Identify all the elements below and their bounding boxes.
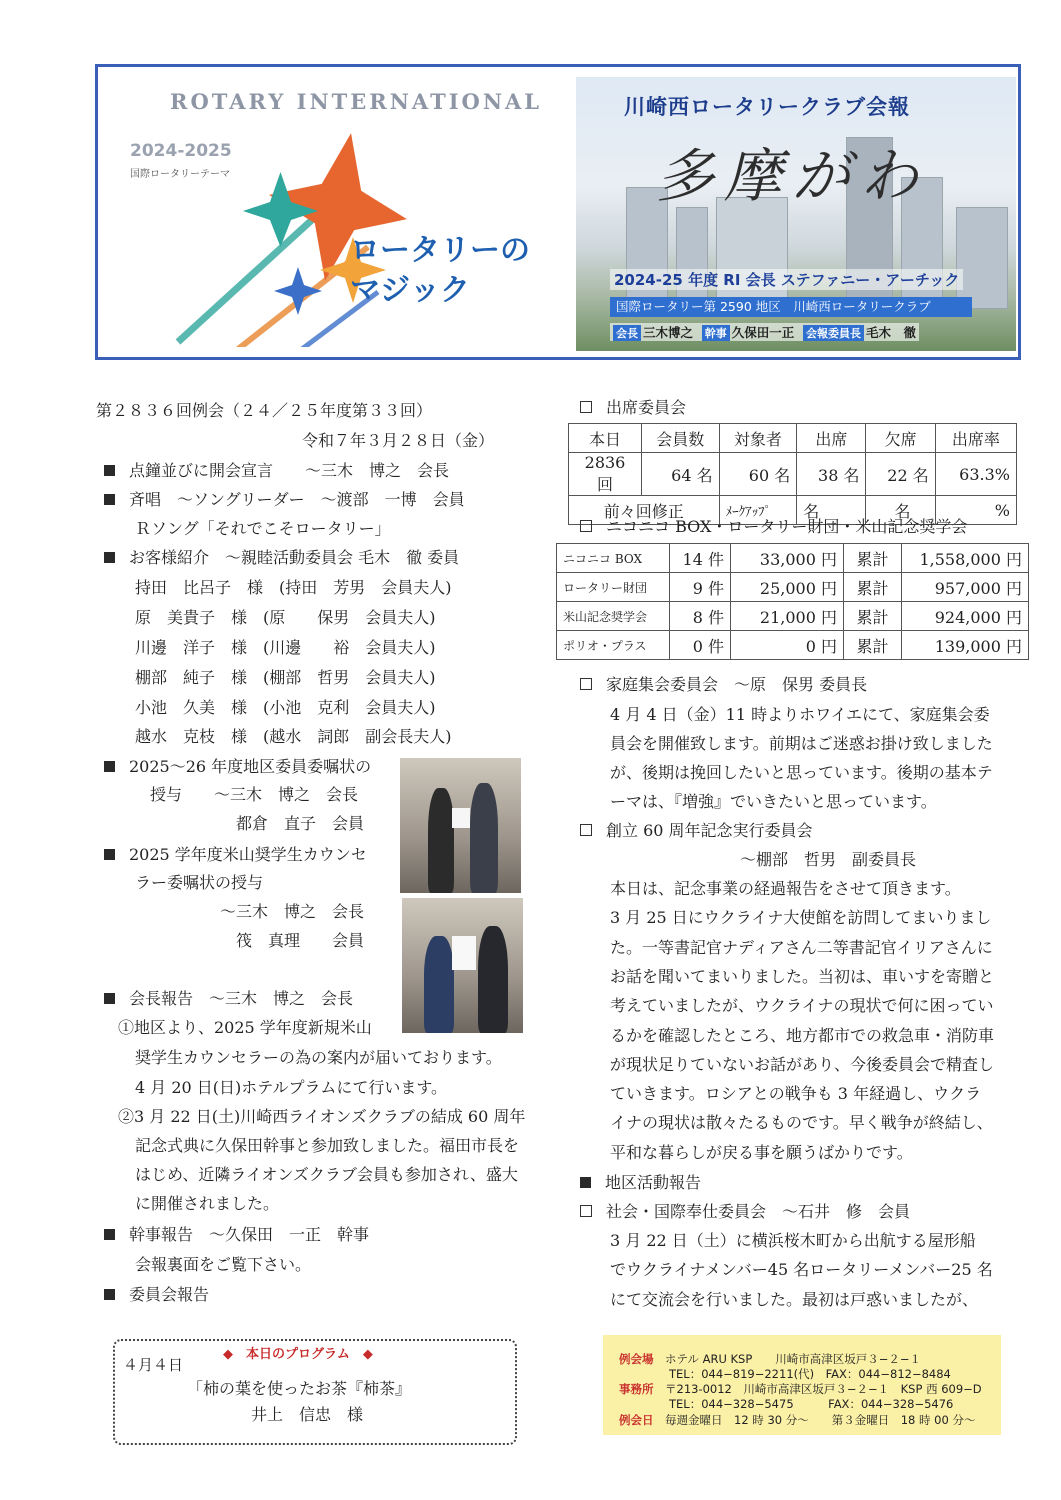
report-line: ①地区より、2025 学年度新規米山 <box>118 1018 372 1037</box>
city-photo-panel <box>576 77 1016 351</box>
table-cell: 21,000 円 <box>731 602 844 631</box>
table-cell: 8 件 <box>670 602 731 631</box>
meeting-day-row: 例会日 毎週金曜日 12 時 30 分〜 第３金曜日 18 時 00 分〜 <box>619 1413 976 1427</box>
table-cell: ロータリー財団 <box>557 573 670 602</box>
table-row <box>569 424 1017 453</box>
award-item: 2025 学年度米山奨学生カウンセ <box>104 845 367 865</box>
report-line: 記念式典に久保田幹事と参加致しました。福田市長を <box>135 1136 520 1155</box>
ri-title: ROTARY INTERNATIONAL <box>170 89 543 114</box>
venue-row: 例会場 ホテル ARU KSP 川崎市高津区坂戸３−２−１ <box>619 1352 922 1366</box>
table-cell: 対象者 <box>719 424 797 453</box>
table-cell: 25,000 円 <box>731 573 844 602</box>
table-cell: 60 名 <box>719 453 797 496</box>
officer-name: 久保田一正 <box>731 325 795 340</box>
ri-theme-line-1: ロータリーの <box>350 233 530 268</box>
ri-theme-title <box>350 231 530 311</box>
table-row <box>557 544 1029 573</box>
table-cell: 924,000 円 <box>902 602 1029 631</box>
report-line: 4 月 20 日(日)ホテルプラムにて行います。 <box>135 1078 448 1097</box>
officer-role: 会長 <box>613 325 641 341</box>
box-heading: ニコニコ BOX・ロータリー財団・米山記念奨学会 <box>580 517 967 537</box>
meeting-date: 令和７年３月２８日（金） <box>302 431 495 450</box>
attendance-heading: 出席委員会 <box>580 398 686 418</box>
award-item: 筏 真理 会員 <box>236 931 365 950</box>
table-row <box>569 453 1017 496</box>
table-cell: 957,000 円 <box>902 573 1029 602</box>
table-cell: 会員数 <box>642 424 720 453</box>
social-line: にて交流会を行いました。最初は戸惑いましたが、 <box>610 1290 979 1309</box>
program-heading: ◆ 本日のプログラム ◆ <box>223 1347 373 1362</box>
office-tel: TEL：044−328−5475 FAX：044−328−5476 <box>669 1397 954 1411</box>
anniv-line: ていきます。ロシアとの戦争も 3 年経過し、ウクラ <box>610 1084 982 1103</box>
table-cell: 64 名 <box>642 453 720 496</box>
award-item: 授与 〜三木 博之 会長 <box>150 785 359 804</box>
committee-report-heading: 委員会報告 <box>104 1285 209 1305</box>
venue-tel: TEL：044−819−2211(代) FAX：044−812−8484 <box>669 1367 951 1381</box>
agenda-item: お客様紹介 〜親睦活動委員会 毛木 徹 委員 <box>104 548 459 568</box>
guest-item: 越水 克枝 様 (越水 詞郎 副会長夫人) <box>135 727 452 746</box>
anniv-heading: 創立 60 周年記念実行委員会 <box>580 821 813 841</box>
guest-item: 小池 久美 様 (小池 克利 会員夫人) <box>135 698 436 717</box>
ri-theme-label: 国際ロータリーテーマ <box>130 169 230 180</box>
table-cell: 名 <box>797 496 866 525</box>
table-cell: 累計 <box>844 544 902 573</box>
table-cell: 累計 <box>844 602 902 631</box>
anniv-line: お話を聞いてまいりました。当初は、車いすを寄贈と <box>610 967 995 986</box>
award-photo-2 <box>402 898 523 1033</box>
table-cell: 0 円 <box>731 631 844 660</box>
social-heading: 社会・国際奉仕委員会 〜石井 修 会員 <box>580 1202 910 1222</box>
attendance-table <box>568 423 1017 525</box>
table-row <box>557 573 1029 602</box>
officer-role: 幹事 <box>702 325 730 341</box>
guest-item: 持田 比呂子 様 (持田 芳男 会員夫人) <box>135 578 452 597</box>
table-cell: 2836 回 <box>569 453 642 496</box>
anniv-line: るかを確認したところ、地方都市での救急車・消防車 <box>610 1026 995 1045</box>
table-cell: 0 件 <box>670 631 731 660</box>
newsletter-calligraphy: 多摩がわ <box>656 142 929 210</box>
anniv-line: 3 月 25 日にウクライナ大使館を訪問してまいりまし <box>610 908 992 927</box>
president-report-heading: 会長報告 〜三木 博之 会長 <box>104 989 353 1009</box>
table-cell: 本日 <box>569 424 642 453</box>
table-cell: 14 件 <box>670 544 731 573</box>
award-item: 都倉 直子 会員 <box>236 814 365 833</box>
agenda-item: Ｒソング「それでこそロータリー」 <box>135 519 391 538</box>
report-line: ②3 月 22 日(土)川崎西ライオンズクラブの結成 60 周年 <box>118 1107 526 1126</box>
ri-years: 2024-2025 <box>130 141 232 161</box>
guest-item: 川邊 洋子 様 (川邊 裕 会員夫人) <box>135 638 436 657</box>
table-cell: ポリオ・プラス <box>557 631 670 660</box>
anniv-line: 本日は、記念事業の経過報告をさせて頂きます。 <box>610 879 961 898</box>
table-cell: % <box>935 496 1016 525</box>
agenda-item: 点鐘並びに開会宣言 〜三木 博之 会長 <box>104 461 449 481</box>
table-cell: 出席 <box>797 424 866 453</box>
agenda-item: 斉唱 〜ソングリーダー 〜渡部 一博 会員 <box>104 490 465 510</box>
award-item: 〜三木 博之 会長 <box>220 902 365 921</box>
award-item: ラー委嘱状の授与 <box>135 873 264 892</box>
award-photo-1 <box>400 758 521 893</box>
table-cell: 累計 <box>844 631 902 660</box>
table-cell: 前々回修正 <box>569 496 720 525</box>
secretary-report-heading: 幹事報告 〜久保田 一正 幹事 <box>104 1225 369 1245</box>
officer-role: 会報委員長 <box>803 325 864 341</box>
table-cell: 米山記念奨学会 <box>557 602 670 631</box>
table-cell: 9 件 <box>670 573 731 602</box>
family-heading: 家庭集会委員会 〜原 保男 委員長 <box>580 675 867 695</box>
table-cell: 33,000 円 <box>731 544 844 573</box>
award-item: 2025〜26 年度地区委員委嘱状の <box>104 757 371 777</box>
ri-theme-line-2: マジック <box>350 273 470 308</box>
officer-name: 三木博之 <box>643 325 694 340</box>
office-row: 事務所 〒213-0012 川崎市高津区坂戸３−２−１ KSP 西 609−D <box>619 1382 982 1396</box>
table-cell: 22 名 <box>866 453 935 496</box>
table-cell: 欠席 <box>866 424 935 453</box>
masthead <box>95 64 1021 360</box>
district-bar: 国際ロータリー第 2590 地区 川崎西ロータリークラブ <box>610 297 972 317</box>
officers <box>610 323 919 341</box>
officer-name: 毛木 徹 <box>865 325 916 340</box>
guest-item: 原 美貴子 様 (原 保男 会員夫人) <box>135 608 436 627</box>
district-activity-heading: 地区活動報告 <box>580 1173 701 1193</box>
social-line: 3 月 22 日（土）に横浜桜木町から出航する屋形船 <box>610 1231 976 1250</box>
family-line: ーマは、『増強』でいきたいと思っています。 <box>610 792 937 811</box>
anniv-line: イナの現状は散々たるものです。早く戦争が終結し、 <box>610 1113 993 1132</box>
guest-item: 棚部 純子 様 (棚部 哲男 会員夫人) <box>135 668 436 687</box>
family-line: 員会を開催致します。前期はご迷惑お掛け致しました <box>610 734 993 753</box>
newsletter-title: 川崎西ロータリークラブ会報 <box>624 95 910 119</box>
table-cell: ﾒｰｸｱｯﾌﾟ <box>719 496 797 525</box>
anniv-line: 考えていましたが、ウクライナの現状で何に困ってい <box>610 996 994 1015</box>
club-info-box <box>603 1335 1001 1435</box>
report-line: はじめ、近隣ライオンズクラブ会員も参加され、盛大 <box>135 1165 518 1184</box>
report-line: に開催されました。 <box>135 1194 280 1213</box>
family-line: が、後期は挽回したいと思っています。後期の基本テ <box>610 763 993 782</box>
table-cell: 139,000 円 <box>902 631 1029 660</box>
table-cell: ニコニコ BOX <box>557 544 670 573</box>
ri-president: 2024-25 年度 RI 会長 ステファニー・アーチック <box>610 269 963 290</box>
table-cell: 38 名 <box>797 453 866 496</box>
secretary-note: 会報裏面をご覧下さい。 <box>135 1255 312 1274</box>
table-row <box>557 602 1029 631</box>
program-box <box>113 1339 517 1445</box>
family-line: 4 月 4 日（金）11 時よりホワイエにて、家庭集会委 <box>610 705 990 724</box>
anniv-line: 平和な暮らしが戻る事を願うばかりです。 <box>610 1143 913 1162</box>
program-date: ４月４日 <box>123 1356 184 1374</box>
program-title: 「柿の葉を使ったお茶『柿茶』 <box>187 1379 412 1398</box>
table-cell: 1,558,000 円 <box>902 544 1029 573</box>
table-cell: 累計 <box>844 573 902 602</box>
meeting-number: 第２８３６回例会（２４／２５年度第３３回） <box>96 401 433 420</box>
table-row <box>557 631 1029 660</box>
donation-table <box>556 543 1029 660</box>
social-line: でウクライナメンバー45 名ロータリーメンバー25 名 <box>610 1260 993 1279</box>
program-speaker: 井上 信忠 様 <box>251 1405 364 1424</box>
table-cell: 出席率 <box>935 424 1016 453</box>
table-cell: 名 <box>866 496 935 525</box>
report-line: 奨学生カウンセラーの為の案内が届いております。 <box>135 1048 502 1067</box>
anniv-line: が現状足りていないお話があり、今後委員会で精査し <box>610 1055 995 1074</box>
table-cell: 63.3% <box>935 453 1016 496</box>
anniv-by: 〜棚部 哲男 副委員長 <box>740 850 917 869</box>
anniv-line: た。一等書記官ナディアさん二等書記官イリアさんに <box>610 938 993 957</box>
